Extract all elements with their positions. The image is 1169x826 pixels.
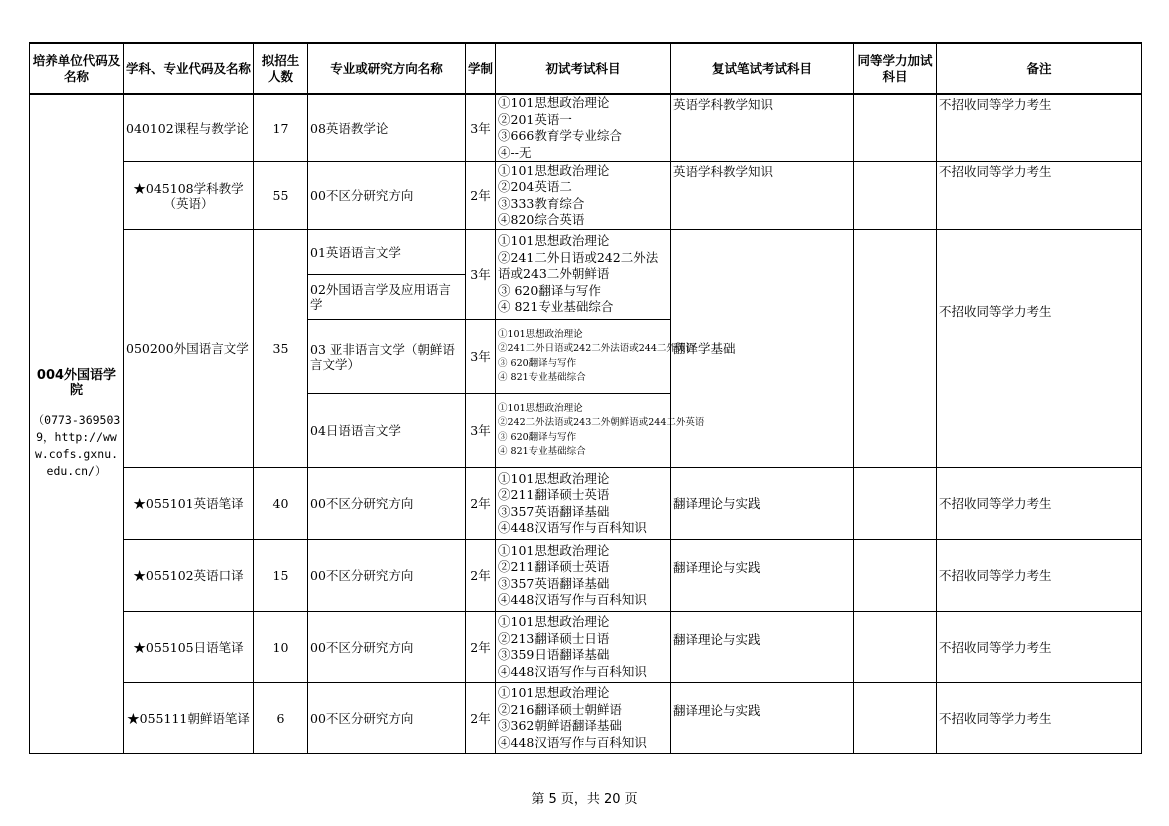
exam-line: ④448汉语写作与百科知识 bbox=[498, 734, 647, 750]
years: 3年 bbox=[466, 230, 496, 320]
exam-line: ①101思想政治理论 bbox=[498, 402, 583, 414]
years: 2年 bbox=[466, 162, 496, 230]
equal-level-subject bbox=[854, 612, 937, 683]
direction-name: 00不区分研究方向 bbox=[308, 612, 466, 683]
direction-name: 00不区分研究方向 bbox=[308, 683, 466, 754]
header-equal-level: 同等学力加试科目 bbox=[854, 43, 937, 94]
table-row bbox=[30, 540, 1142, 612]
exam-line: ②204英语二 bbox=[498, 179, 572, 194]
retest-subject: 翻译理论与实践 bbox=[671, 612, 854, 683]
major-code-name: 050200外国语言文学 bbox=[124, 230, 254, 468]
years: 3年 bbox=[466, 320, 496, 394]
exam-line: ①101思想政治理论 bbox=[498, 328, 583, 340]
exam-line: ②216翻译硕士朝鲜语 bbox=[498, 701, 622, 717]
retest-subject: 翻译学基础 bbox=[671, 230, 854, 468]
exam-line: ③359日语翻译基础 bbox=[498, 647, 610, 662]
table-row bbox=[30, 162, 1142, 230]
unit-contact: （0773-3695039，http://www.cofs.gxnu.edu.cn/） bbox=[32, 413, 121, 478]
note: 不招收同等学力考生 bbox=[937, 612, 1142, 683]
exam-line: ④448汉语写作与百科知识 bbox=[498, 520, 647, 535]
exam-line: ①101思想政治理论 bbox=[498, 470, 610, 486]
initial-exams bbox=[496, 394, 705, 468]
years: 3年 bbox=[466, 394, 496, 468]
major-code-name: ★055111朝鲜语笔译 bbox=[124, 683, 254, 754]
exam-line: ③ 620翻译与写作 bbox=[498, 357, 577, 369]
header-row bbox=[30, 43, 1142, 94]
exam-line: ②201英语一 bbox=[498, 111, 572, 127]
equal-level-subject bbox=[854, 468, 937, 540]
retest-subject: 翻译理论与实践 bbox=[671, 683, 854, 754]
exam-line: ③ 620翻译与写作 bbox=[498, 282, 601, 298]
years: 2年 bbox=[466, 468, 496, 540]
exam-line: ③362朝鲜语翻译基础 bbox=[498, 718, 622, 733]
direction-name: 00不区分研究方向 bbox=[308, 540, 466, 612]
header-years: 学制 bbox=[466, 43, 496, 94]
initial-exams bbox=[496, 540, 671, 612]
initial-exams bbox=[496, 162, 671, 230]
direction-name: 08英语教学论 bbox=[308, 94, 466, 162]
equal-level-subject bbox=[854, 230, 937, 468]
exam-line: ②241二外日语或242二外法语或244二外英语 bbox=[498, 343, 695, 354]
header-note: 备注 bbox=[937, 43, 1142, 94]
equal-level-subject bbox=[854, 540, 937, 612]
exam-line: ①101思想政治理论 bbox=[498, 542, 610, 558]
page-footer: 第 5 页，共 20 页 bbox=[531, 792, 638, 807]
exam-line: ①101思想政治理论 bbox=[498, 95, 610, 110]
table-row bbox=[30, 612, 1142, 683]
unit-name: 004外国语学院 bbox=[36, 368, 117, 398]
initial-exams bbox=[496, 683, 671, 754]
direction-name: 00不区分研究方向 bbox=[308, 468, 466, 540]
equal-level-subject bbox=[854, 162, 937, 230]
quota: 6 bbox=[254, 683, 308, 754]
major-code-name: ★055105日语笔译 bbox=[124, 612, 254, 683]
note: 不招收同等学力考生 bbox=[937, 230, 1142, 468]
header-unit: 培养单位代码及名称 bbox=[30, 43, 124, 94]
note: 不招收同等学力考生 bbox=[937, 468, 1142, 540]
exam-line: ③666教育学专业综合 bbox=[498, 128, 622, 143]
exam-line: ④--无 bbox=[498, 144, 532, 160]
exam-line: ①101思想政治理论 bbox=[498, 233, 610, 249]
direction-name: 02外国语言学及应用语言学 bbox=[308, 275, 466, 320]
years: 2年 bbox=[466, 683, 496, 754]
quota: 55 bbox=[254, 162, 308, 230]
initial-exams bbox=[496, 612, 671, 683]
major-code-name: ★045108学科教学（英语） bbox=[124, 162, 254, 230]
exam-line: ②211翻译硕士英语 bbox=[498, 559, 610, 574]
table-row bbox=[30, 468, 1142, 540]
note: 不招收同等学力考生 bbox=[937, 540, 1142, 612]
major-code-name: ★055102英语口译 bbox=[124, 540, 254, 612]
major-code-name: ★055101英语笔译 bbox=[124, 468, 254, 540]
years: 2年 bbox=[466, 612, 496, 683]
exam-line: ②213翻译硕士日语 bbox=[498, 630, 610, 646]
exam-line: ④ 821专业基础综合 bbox=[498, 446, 586, 457]
header-initial-exam: 初试考试科目 bbox=[496, 43, 671, 94]
exam-line: ④ 821专业基础综合 bbox=[498, 372, 586, 383]
exam-line: ③ 620翻译与写作 bbox=[498, 431, 577, 443]
exam-line: ④820综合英语 bbox=[498, 212, 585, 227]
header-retest: 复试笔试考试科目 bbox=[671, 43, 854, 94]
quota: 10 bbox=[254, 612, 308, 683]
quota: 15 bbox=[254, 540, 308, 612]
major-code-name: 040102课程与教学论 bbox=[124, 94, 254, 162]
retest-subject: 英语学科教学知识 bbox=[671, 94, 854, 162]
admissions-table bbox=[29, 42, 1142, 754]
exam-line: ②211翻译硕士英语 bbox=[498, 487, 610, 502]
initial-exams bbox=[496, 468, 671, 540]
equal-level-subject bbox=[854, 683, 937, 754]
exam-line: ③333教育综合 bbox=[498, 195, 585, 211]
direction-name: 01英语语言文学 bbox=[308, 230, 466, 275]
initial-exams bbox=[496, 320, 695, 394]
exam-line: ①101思想政治理论 bbox=[498, 685, 610, 700]
exam-line: ④448汉语写作与百科知识 bbox=[498, 592, 647, 607]
exam-line: ③357英语翻译基础 bbox=[498, 503, 610, 519]
initial-exams bbox=[496, 94, 671, 162]
years: 3年 bbox=[466, 94, 496, 162]
header-major: 学科、专业代码及名称 bbox=[124, 43, 254, 94]
exam-line: ①101思想政治理论 bbox=[498, 162, 610, 178]
direction-name: 03 亚非语言文学（朝鲜语言文学） bbox=[308, 320, 466, 394]
header-direction: 专业或研究方向名称 bbox=[308, 43, 466, 94]
exam-line: ④448汉语写作与百科知识 bbox=[498, 663, 647, 679]
retest-subject: 英语学科教学知识 bbox=[671, 162, 854, 230]
exam-line: ②242二外法语或243二外朝鲜语或244二外英语 bbox=[498, 417, 705, 428]
note: 不招收同等学力考生 bbox=[937, 94, 1142, 162]
exam-line: ④ 821专业基础综合 bbox=[498, 299, 614, 315]
note: 不招收同等学力考生 bbox=[937, 683, 1142, 754]
retest-subject: 翻译理论与实践 bbox=[671, 468, 854, 540]
table-row bbox=[30, 94, 1142, 162]
retest-subject: 翻译理论与实践 bbox=[671, 540, 854, 612]
quota: 17 bbox=[254, 94, 308, 162]
exam-line: ③357英语翻译基础 bbox=[498, 575, 610, 591]
initial-exams bbox=[496, 230, 671, 320]
table-row bbox=[30, 683, 1142, 754]
exam-line: ①101思想政治理论 bbox=[498, 614, 610, 629]
quota: 40 bbox=[254, 468, 308, 540]
note: 不招收同等学力考生 bbox=[937, 162, 1142, 230]
unit-cell bbox=[30, 94, 124, 754]
equal-level-subject bbox=[854, 94, 937, 162]
years: 2年 bbox=[466, 540, 496, 612]
direction-name: 04日语语言文学 bbox=[308, 394, 466, 468]
table-row bbox=[30, 230, 1142, 275]
exam-line: ②241二外日语或242二外法语或243二外朝鲜语 bbox=[498, 249, 659, 282]
header-quota: 拟招生人数 bbox=[254, 43, 308, 94]
direction-name: 00不区分研究方向 bbox=[308, 162, 466, 230]
quota: 35 bbox=[254, 230, 308, 468]
